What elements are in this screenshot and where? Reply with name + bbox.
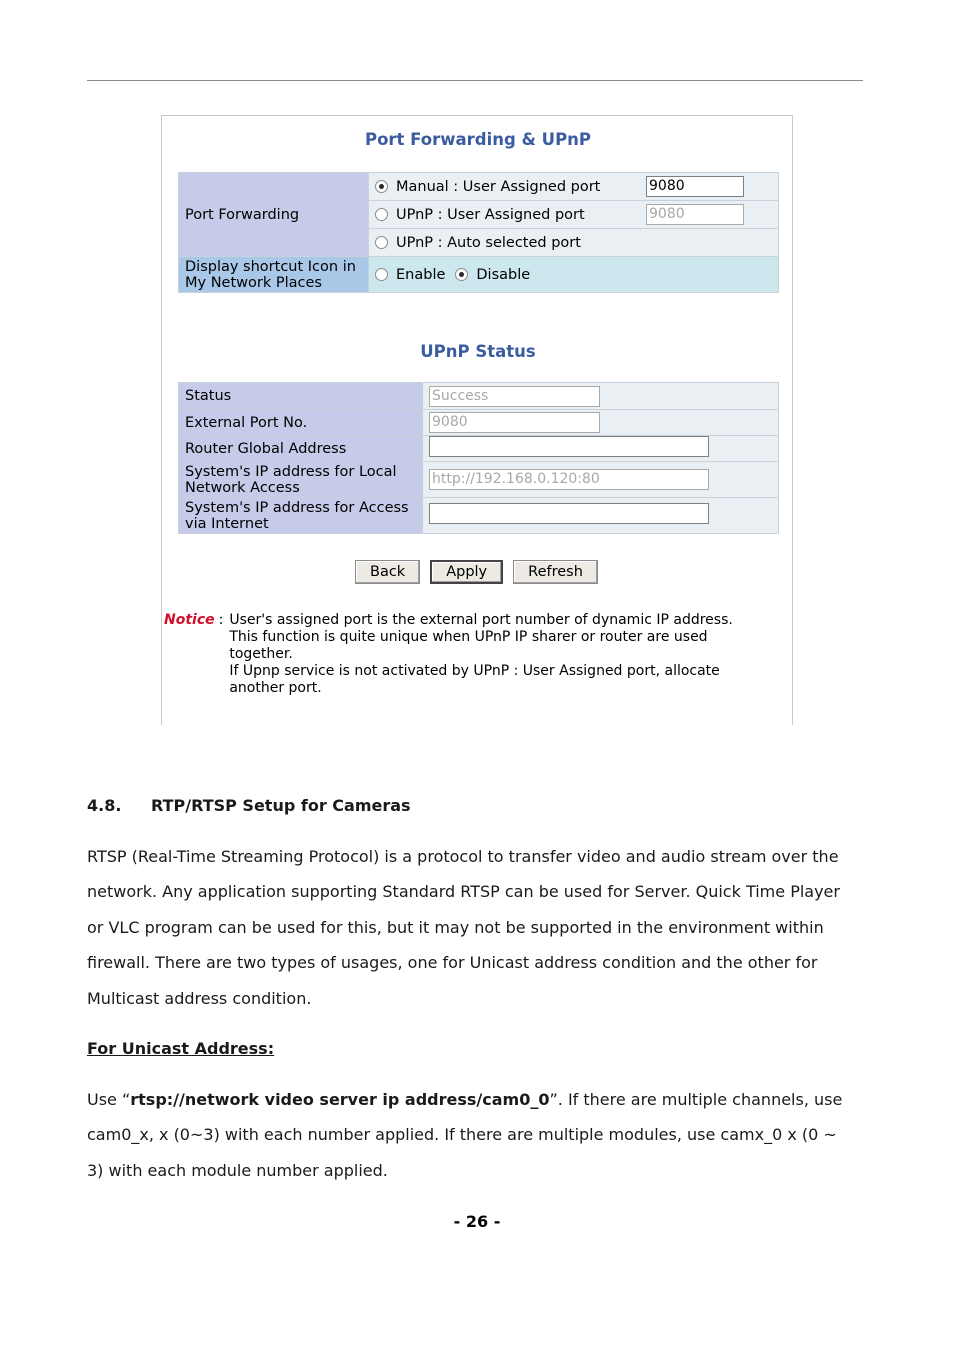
disable-label: Disable xyxy=(476,266,531,283)
option-manual[interactable] xyxy=(375,173,772,200)
notice-label: Notice xyxy=(164,612,215,628)
notice-line: This function is quite unique when UPnP IP sharer or router are used xyxy=(229,629,708,645)
section-title: RTP/RTSP Setup for Cameras xyxy=(151,796,411,815)
radio-icon[interactable] xyxy=(375,236,388,249)
option-upnp-user[interactable] xyxy=(375,201,772,228)
port-forwarding-table xyxy=(178,172,779,293)
notice xyxy=(164,612,789,697)
upnp-status-table xyxy=(178,382,779,534)
router-address-label: Router Global Address xyxy=(179,436,423,462)
radio-selected-icon[interactable] xyxy=(455,268,468,281)
option-upnp-auto-label: UPnP : Auto selected port xyxy=(396,234,581,251)
port-forwarding-title: Port Forwarding & UPnP xyxy=(364,130,592,149)
enable-label: Enable xyxy=(396,266,446,283)
external-port-label: External Port No. xyxy=(179,410,423,436)
internet-ip-label: System's IP address for Access via Internet xyxy=(179,498,423,534)
radio-icon[interactable] xyxy=(375,208,388,221)
local-ip-field: http://192.168.0.120:80 xyxy=(429,469,709,490)
status-label: Status xyxy=(179,383,423,410)
notice-line: User's assigned port is the external port number of dynamic IP address. xyxy=(229,612,733,628)
manual-port-input[interactable]: 9080 xyxy=(646,176,744,197)
shortcut-options xyxy=(375,261,772,288)
refresh-button[interactable]: Refresh xyxy=(513,560,598,584)
apply-button[interactable]: Apply xyxy=(430,560,503,584)
rtsp-url: rtsp://network video server ip address/cam0_0 xyxy=(130,1090,550,1109)
internet-ip-field[interactable] xyxy=(429,503,709,524)
external-port-field: 9080 xyxy=(429,412,600,433)
upnp-settings-screenshot xyxy=(161,115,793,725)
rtsp-paragraph: RTSP (Real-Time Streaming Protocol) is a protocol to transfer video and audio stream over the network. Any application supporting Standard RTSP can be used for Server. Quick Time Player or VLC program can be used for this, but it may not be supported in the environment within firewall. There are two types of usages, one for Unicast address condition and the other for Multicast address condition. xyxy=(87,847,840,1008)
use-prefix: Use “ xyxy=(87,1090,131,1109)
router-address-field[interactable] xyxy=(429,436,709,457)
option-upnp-auto[interactable] xyxy=(375,229,772,256)
radio-icon[interactable] xyxy=(375,268,388,281)
header-rule xyxy=(87,80,863,81)
unicast-paragraph xyxy=(87,1082,857,1188)
section-heading xyxy=(87,796,857,815)
status-field: Success xyxy=(429,386,600,407)
back-button[interactable]: Back xyxy=(355,560,420,584)
notice-line: another port. xyxy=(229,680,322,696)
port-forwarding-label: Port Forwarding xyxy=(179,173,369,257)
notice-body xyxy=(229,612,789,697)
unicast-heading: For Unicast Address: xyxy=(87,1039,275,1058)
radio-selected-icon[interactable] xyxy=(375,180,388,193)
notice-colon: : xyxy=(218,612,224,628)
section-number: 4.8. xyxy=(87,796,122,815)
button-bar xyxy=(355,560,598,584)
use-suffix: ”. If there are multiple channels, use cam0_x, x (0~3) with each number applied. If there are multiple modules, use camx_0 x (0 ~ 3) with each module number applied. xyxy=(87,1090,843,1180)
option-upnp-user-label: UPnP : User Assigned port xyxy=(396,206,585,223)
notice-line: If Upnp service is not activated by UPnP : User Assigned port, allocate xyxy=(229,663,720,679)
option-manual-label: Manual : User Assigned port xyxy=(396,178,601,195)
local-ip-label: System's IP address for Local Network Access xyxy=(179,462,423,498)
upnp-status-title: UPnP Status xyxy=(420,342,536,361)
upnp-port-input: 9080 xyxy=(646,204,744,225)
unicast-heading-wrap xyxy=(87,1039,857,1058)
notice-line: together. xyxy=(229,646,293,662)
page-number: - 26 - xyxy=(453,1212,501,1231)
shortcut-label: Display shortcut Icon in My Network Places xyxy=(179,257,369,293)
